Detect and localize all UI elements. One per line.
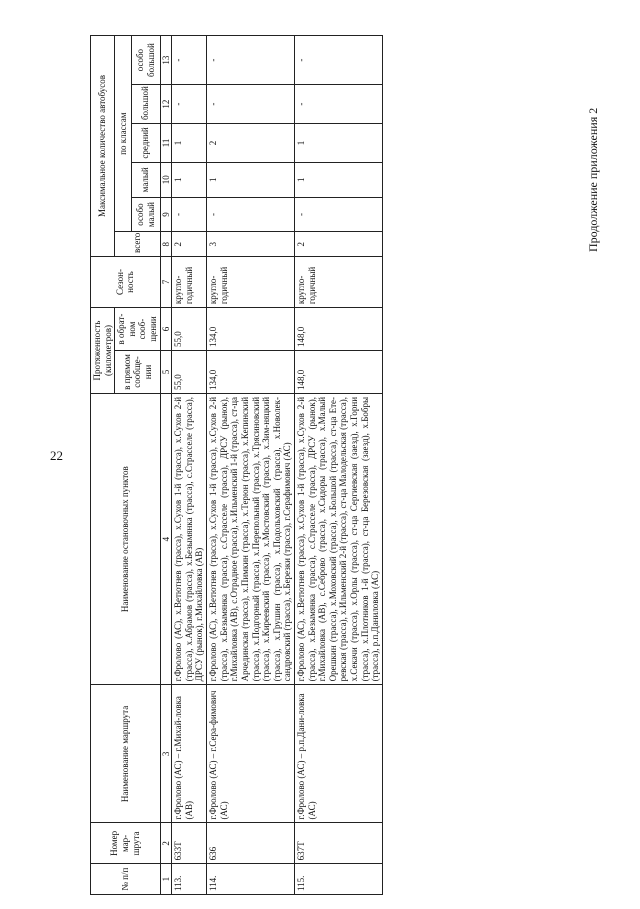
route-name: г.Фролово (АС) – р.п.Дани-ловка (АС) (294, 685, 382, 823)
bus-class-count: 1 (294, 162, 382, 197)
page-number: 22 (50, 448, 63, 463)
appendix-caption: Продолжение приложения 2 (586, 107, 600, 252)
length-back: 134,0 (207, 308, 295, 351)
header-class: особо большой (131, 36, 160, 85)
route-stops: г.Фролово (АС), х.Ветютнев (трасса), х.Сухов 1-й (трасса), х.Сухов 2-й (трасса), х.Абрамов (трасса), х.Безымянка (трасса), с.Страсселе (трасса), ДРСУ (рынок), г.Михайловка (АВ) (172, 393, 207, 684)
bus-class-count: 2 (207, 124, 295, 163)
bus-class-count: - (207, 85, 295, 124)
column-number-row (160, 36, 172, 895)
bus-class-count: - (294, 85, 382, 124)
column-number: 10 (160, 162, 172, 197)
column-number: 7 (160, 256, 172, 307)
season: кругло-годичный (207, 256, 295, 307)
routes-table (90, 35, 383, 895)
row-num: 114. (207, 864, 295, 895)
bus-class-count: - (294, 197, 382, 232)
bus-total: 3 (207, 232, 295, 257)
bus-total: 2 (294, 232, 382, 257)
table-row (207, 36, 295, 895)
header-total: всего (115, 232, 160, 257)
length-forward: 55,0 (172, 351, 207, 394)
column-number: 11 (160, 124, 172, 163)
header-route-no: Номер мар-шрута (91, 823, 161, 864)
column-number: 13 (160, 36, 172, 85)
column-number: 8 (160, 232, 172, 257)
length-back: 55,0 (172, 308, 207, 351)
header-stops: Наименование остановочных пунктов (91, 393, 161, 684)
header-class: средний (131, 124, 160, 163)
length-forward: 148,0 (294, 351, 382, 394)
route-stops: г.Фролово (АС), х.Ветютнев (трасса), х.Сухов 1-й (трасса), х.Сухов 2-й (трасса), х.Безымянка (трасса), с.Страсселе (трасса), ДРСУ (рынок), г.Михайловка (АВ), с.Себрово (трасса), х.Сидоры (трасса), х.Малый Орешкин (трасса), х.Моховский (трасса), х.Большой (трасса), ст-ца Ете-ревская (трасса), х.Ильменский 2-й (трасса), ст-ца Малодельская (трасса), х.Секачи (трасса), х.Орлы (трасса), ст-ца Сергиевская (заезд), х.Горни (трасса), х.Плотников 1-й (трасса), ст-ца Березовская (заезд), х.Бобры (трасса), р.п.Даниловка (АС) (294, 393, 382, 684)
column-number: 6 (160, 308, 172, 351)
column-number: 9 (160, 197, 172, 232)
header-class: большой (131, 85, 160, 124)
column-number: 5 (160, 351, 172, 394)
route-no: 633Т (172, 823, 207, 864)
bus-class-count: 1 (294, 124, 382, 163)
column-number: 4 (160, 393, 172, 684)
header-num: № п/п (91, 864, 161, 895)
length-forward: 134,0 (207, 351, 295, 394)
table-row (172, 36, 207, 895)
bus-class-count: - (207, 197, 295, 232)
row-num: 115. (294, 864, 382, 895)
rotated-table-area (90, 35, 574, 895)
route-stops: г.Фролово (АС), х.Ветютнев (трасса), х.Сухов 1-й (трасса), х.Сухов 2-й (трасса), х.Безымянка (трасса), с.Страсселе (трасса), ДРСУ (рынок), г.Михайловка (АВ), с.Отрадное (трасса), х.Ильменский 1-й (трасса), ст-ца Арчединская (трасса), х.Пимкин (трасса), х.Терюн (трасса), х.Кепинский (трасса), х.Подгорный (трасса), х.Перепольный (трасса), х.Трясиновский (трасса), х.Киреевский (трасса), х.Мостовский (трасса), х.Зим-няцкий (трасса), х.Грушин (трасса), х.Подольховский (трасса), х.Новолек-сандровский (трасса), х.Березки (трасса), г.Серафимович (АС) (207, 393, 295, 684)
bus-class-count: - (294, 36, 382, 85)
bus-class-count: 1 (172, 124, 207, 163)
bus-class-count: - (172, 85, 207, 124)
header-class: малый (131, 162, 160, 197)
season: кругло-годичный (294, 256, 382, 307)
bus-class-count: - (172, 36, 207, 85)
bus-class-count: 1 (207, 162, 295, 197)
route-no: 636 (207, 823, 295, 864)
season: кругло-годичный (172, 256, 207, 307)
header-route-name: Наименование маршрута (91, 685, 161, 823)
route-name: г.Фролово (АС) – г.Сера-фимович (АС) (207, 685, 295, 823)
header-length-back: в обрат-ном сооб-щении (115, 308, 160, 351)
bus-class-count: 1 (172, 162, 207, 197)
header-max-buses: Максимальное количество автобусов (91, 36, 115, 257)
bus-class-count: - (207, 36, 295, 85)
header-length-forward: в прямом сообще-нии (115, 351, 160, 394)
row-num: 113. (172, 864, 207, 895)
header-season: Сезон-ность (91, 256, 161, 307)
column-number: 2 (160, 823, 172, 864)
length-back: 148,0 (294, 308, 382, 351)
column-number: 12 (160, 85, 172, 124)
table-row (294, 36, 382, 895)
header-length: Протяженность (километров) (91, 308, 115, 394)
bus-class-count: - (172, 197, 207, 232)
column-number: 1 (160, 864, 172, 895)
bus-total: 2 (172, 232, 207, 257)
column-number: 3 (160, 685, 172, 823)
header-by-class: по классам (115, 36, 131, 232)
header-class: особо малый (131, 197, 160, 232)
route-name: г.Фролово (АС) – г.Михай-ловка (АВ) (172, 685, 207, 823)
route-no: 637Т (294, 823, 382, 864)
